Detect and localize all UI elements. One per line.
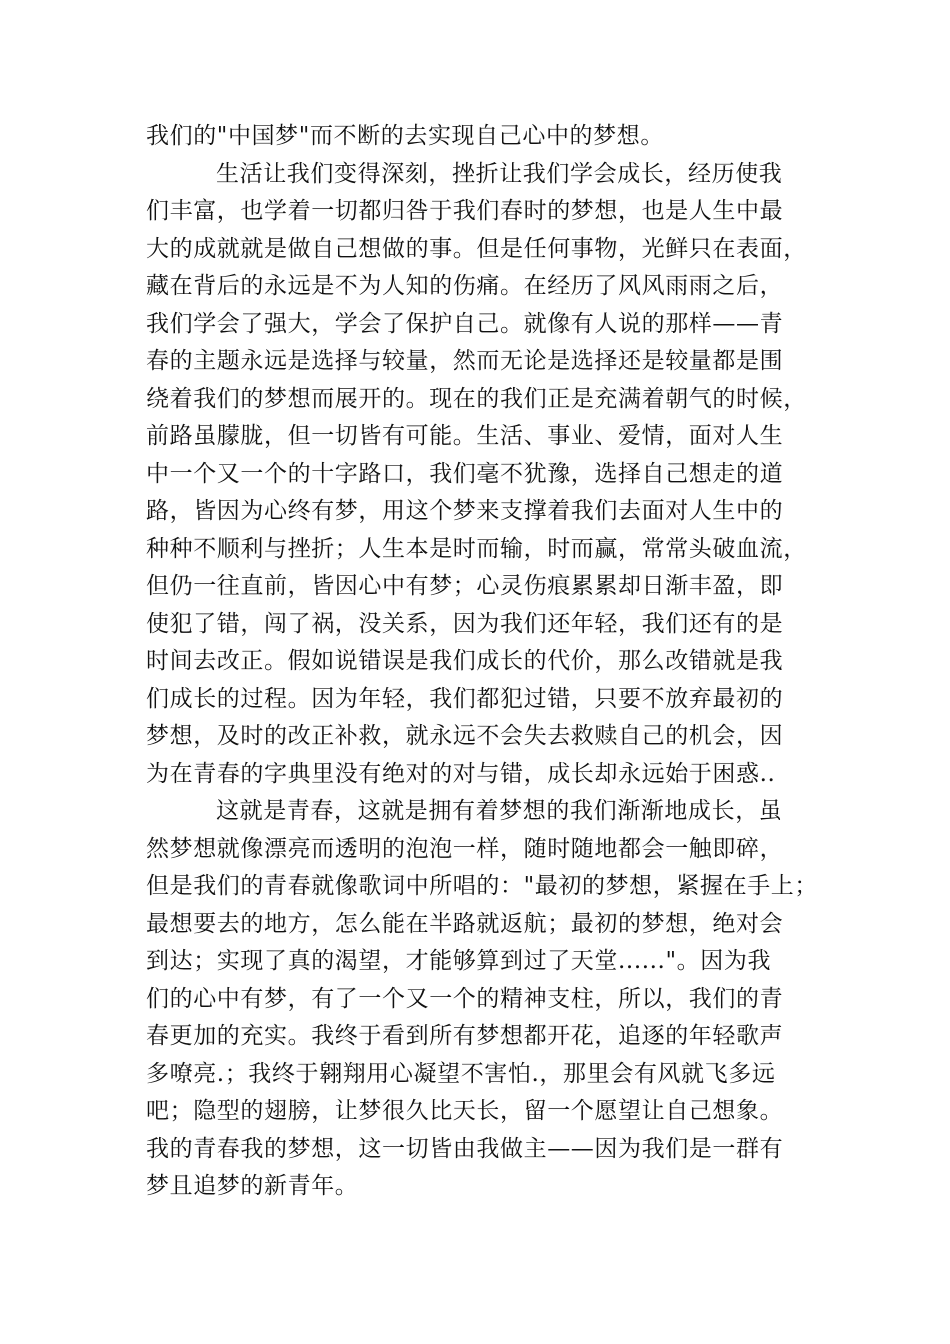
paragraph-start-line: 生活让我们变得深刻，挫折让我们学会成长，经历使我: [216, 160, 783, 187]
text-line: 春更加的充实。我终于看到所有梦想都开花，追逐的年轻歌声: [146, 1023, 784, 1049]
text-line: 然梦想就像漂亮而透明的泡泡一样，随时随地都会一触即碎，: [146, 835, 784, 862]
text-line: 为在青春的字典里没有绝对的对与错，成长却永远始于困惑..: [146, 760, 776, 787]
text-line: 多嘹亮.；我终于翱翔用心凝望不害怕.，那里会有风就飞多远: [146, 1060, 776, 1087]
text-line: 种种不顺利与挫折；人生本是时而输，时而赢，常常头破血流，: [146, 535, 807, 562]
text-line: 使犯了错，闯了祸，没关系，因为我们还年轻，我们还有的是: [146, 610, 784, 637]
text-line: 我们学会了强大，学会了保护自己。就像有人说的那样——青: [146, 310, 784, 337]
text-line: 到达；实现了真的渴望，才能够算到过了天堂......"。因为我: [146, 948, 772, 974]
text-line: 我的青春我的梦想，这一切皆由我做主——因为我们是一群有: [146, 1135, 784, 1162]
text-line: 们丰富，也学着一切都归咎于我们春时的梦想，也是人生中最: [146, 198, 784, 224]
text-line: 但仍一往直前，皆因心中有梦；心灵伤痕累累却日渐丰盈，即: [146, 573, 784, 599]
text-line: 时间去改正。假如说错误是我们成长的代价，那么改错就是我: [146, 648, 784, 674]
text-line: 大的成就就是做自己想做的事。但是任何事物，光鲜只在表面，: [146, 235, 807, 262]
text-line: 绕着我们的梦想而展开的。现在的我们正是充满着朝气的时候，: [146, 385, 807, 412]
text-line: 我们的"中国梦"而不断的去实现自己心中的梦想。: [146, 123, 664, 149]
text-line: 藏在背后的永远是不为人知的伤痛。在经历了风风雨雨之后，: [146, 273, 784, 299]
text-line: 梦想，及时的改正补救，就永远不会失去救赎自己的机会，因: [146, 723, 784, 749]
text-line: 们的心中有梦，有了一个又一个的精神支柱，所以，我们的青: [146, 985, 784, 1012]
text-line: 中一个又一个的十字路口，我们毫不犹豫，选择自己想走的道: [146, 460, 784, 487]
paragraph-start-line: 这就是青春，这就是拥有着梦想的我们渐渐地成长，虽: [216, 798, 783, 824]
text-line: 梦且追梦的新青年。: [146, 1173, 359, 1199]
text-line: 路，皆因为心终有梦，用这个梦来支撑着我们去面对人生中的: [146, 498, 784, 524]
text-line: 最想要去的地方，怎么能在半路就返航；最初的梦想，绝对会: [146, 910, 784, 937]
essay-body: [146, 118, 818, 1206]
text-line: 们成长的过程。因为年轻，我们都犯过错，只要不放弃最初的: [146, 685, 784, 712]
text-line: 春的主题永远是选择与较量，然而无论是选择还是较量都是围: [146, 348, 784, 374]
text-line: 吧；隐型的翅膀，让梦很久比天长，留一个愿望让自己想象。: [146, 1098, 784, 1124]
text-line: 但是我们的青春就像歌词中所唱的："最初的梦想，紧握在手上；: [146, 873, 818, 899]
text-line: 前路虽朦胧，但一切皆有可能。生活、事业、爱情，面对人生: [146, 423, 784, 449]
